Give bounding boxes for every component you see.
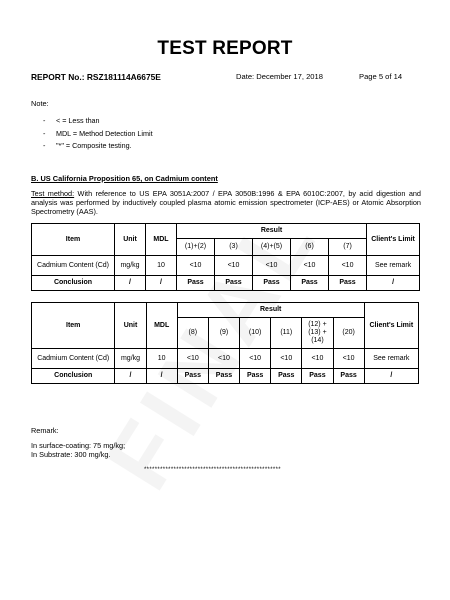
mdl-header: MDL xyxy=(146,303,177,349)
result-cell: <10 xyxy=(291,256,329,276)
section-title: B. US California Proposition 65, on Cadmium content xyxy=(31,174,218,183)
limit-cell: See remark xyxy=(364,349,418,369)
result-cell: <10 xyxy=(177,349,208,369)
conclusion-limit: / xyxy=(364,369,418,384)
report-number: REPORT No.: RSZ181114A6675E xyxy=(31,72,161,82)
end-of-section-marker: *************************************************** xyxy=(144,467,281,473)
note-item xyxy=(43,129,153,142)
result-cell: <10 xyxy=(215,256,253,276)
item-cell: Cadmium Content (Cd) xyxy=(32,349,115,369)
mdl-cell: 10 xyxy=(146,256,177,276)
note-text: < = Less than xyxy=(56,116,100,125)
mdl-header: MDL xyxy=(146,224,177,256)
item-header: Item xyxy=(32,224,115,256)
sample-column-header: (9) xyxy=(208,318,239,349)
note-dash: - xyxy=(43,128,46,138)
result-cell: <10 xyxy=(271,349,302,369)
conclusion-cell: Pass xyxy=(302,369,333,384)
sample-column-header: (1)+(2) xyxy=(177,239,215,256)
remark-body xyxy=(31,441,125,459)
unit-cell: mg/kg xyxy=(115,256,146,276)
sample-column-header: (6) xyxy=(291,239,329,256)
result-cell: <10 xyxy=(302,349,333,369)
note-item xyxy=(43,141,153,154)
conclusion-cell: Pass xyxy=(177,276,215,291)
report-title: TEST REPORT xyxy=(157,38,293,59)
result-cell: <10 xyxy=(329,256,367,276)
sample-column-header: (3) xyxy=(215,239,253,256)
table-row xyxy=(32,256,420,276)
unit-cell: mg/kg xyxy=(115,349,146,369)
note-item xyxy=(43,116,153,129)
note-dash: - xyxy=(43,116,46,125)
results-table-1 xyxy=(31,223,420,291)
remark-heading: Remark: xyxy=(31,426,59,435)
conclusion-row xyxy=(32,276,420,291)
mdl-cell: 10 xyxy=(146,349,177,369)
conclusion-label: Conclusion xyxy=(32,276,115,291)
note-dash: - xyxy=(43,141,46,150)
conclusion-cell: Pass xyxy=(215,276,253,291)
result-header: Result xyxy=(177,224,367,239)
conclusion-cell: Pass xyxy=(240,369,271,384)
result-header: Result xyxy=(177,303,364,318)
conclusion-row xyxy=(32,369,419,384)
item-cell: Cadmium Content (Cd) xyxy=(32,256,115,276)
conclusion-cell: Pass xyxy=(208,369,239,384)
result-cell: <10 xyxy=(177,256,215,276)
conclusion-limit: / xyxy=(367,276,420,291)
unit-header: Unit xyxy=(115,224,146,256)
note-text: MDL = Method Detection Limit xyxy=(56,128,153,138)
page-number: Page 5 of 14 xyxy=(359,72,403,81)
test-method-paragraph xyxy=(31,189,421,217)
report-date: Date: December 17, 2018 xyxy=(236,72,323,81)
conclusion-cell: Pass xyxy=(333,369,364,384)
client-limit-header: Client's Limit xyxy=(367,224,420,256)
result-cell: <10 xyxy=(253,256,291,276)
result-cell: <10 xyxy=(333,349,364,369)
sample-column-header: (12) +(13) +(14) xyxy=(302,318,333,349)
conclusion-unit: / xyxy=(115,276,146,291)
sample-column-header: (20) xyxy=(333,318,364,349)
sample-column-header: (4)+(5) xyxy=(253,239,291,256)
sample-column-header: (7) xyxy=(329,239,367,256)
item-header: Item xyxy=(32,303,115,349)
conclusion-cell: Pass xyxy=(329,276,367,291)
unit-header: Unit xyxy=(115,303,146,349)
client-limit-header: Client's Limit xyxy=(364,303,418,349)
remark-line: In surface-coating: 75 mg/kg; xyxy=(31,441,126,450)
note-list xyxy=(43,116,153,154)
conclusion-label: Conclusion xyxy=(32,369,115,384)
conclusion-cell: Pass xyxy=(271,369,302,384)
conclusion-cell: Pass xyxy=(177,369,208,384)
test-method-label: Test method: xyxy=(31,189,75,198)
note-heading: Note: xyxy=(31,99,49,108)
conclusion-mdl: / xyxy=(146,276,177,291)
table-row xyxy=(32,349,419,369)
remark-line: In Substrate: 300 mg/kg. xyxy=(31,450,111,460)
conclusion-cell: Pass xyxy=(253,276,291,291)
sample-column-header: (11) xyxy=(271,318,302,349)
result-cell: <10 xyxy=(240,349,271,369)
sample-column-header: (8) xyxy=(177,318,208,349)
limit-cell: See remark xyxy=(367,256,420,276)
conclusion-unit: / xyxy=(115,369,146,384)
conclusion-cell: Pass xyxy=(291,276,329,291)
results-table-2 xyxy=(31,302,419,384)
result-cell: <10 xyxy=(208,349,239,369)
sample-column-header: (10) xyxy=(240,318,271,349)
conclusion-mdl: / xyxy=(146,369,177,384)
note-text: "*" = Composite testing. xyxy=(56,141,132,150)
test-method-text: With reference to US EPA 3051A:2007 / EPA 3050B:1996 & EPA 6010C:2007, by acid digestion and analysis was performed by inductively coupled plasma atomic emission spectrometer (ICP-AES) or Atomic Absorption Spectrometry (AAS). xyxy=(31,189,421,217)
